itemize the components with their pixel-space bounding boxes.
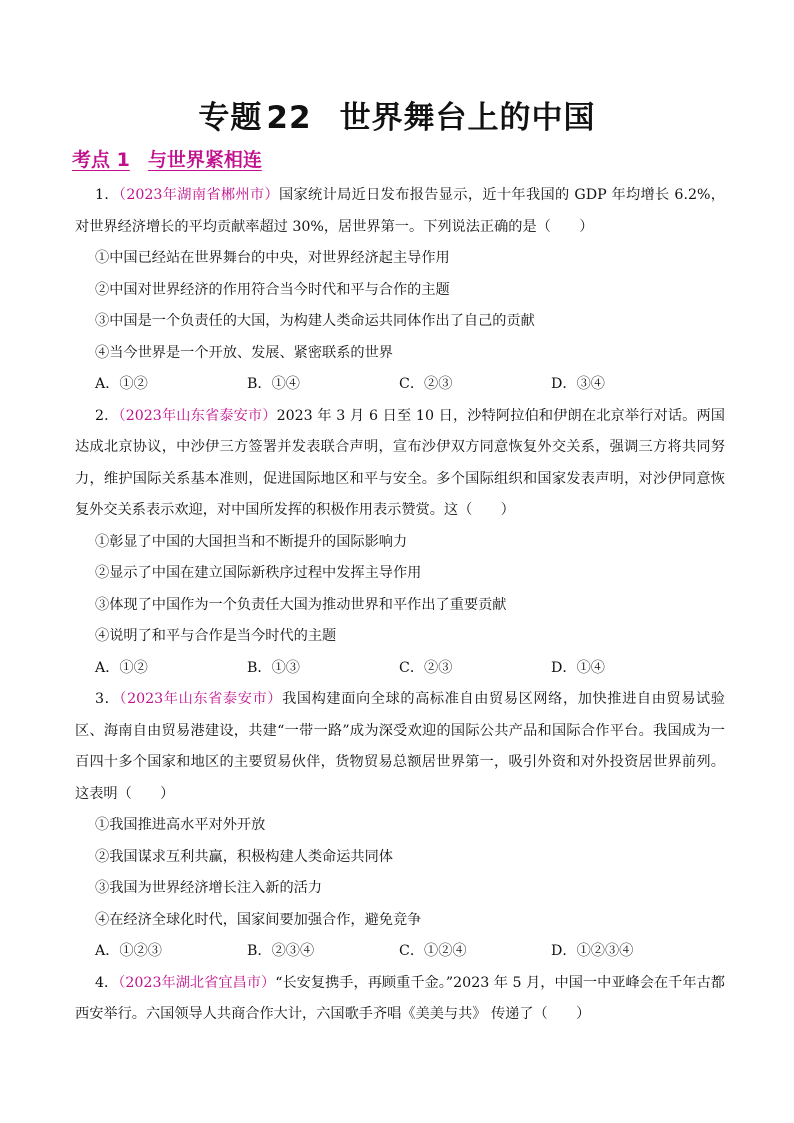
- answer-choice-b: B．①④: [247, 376, 300, 392]
- option-statement: ①中国已经站在世界舞台的中央，对世界经济起主导作用: [95, 250, 450, 266]
- question-text: “长安复携手，再顾重千金。”2023 年 5 月，中国一中亚峰会在千年古都西安举行。六国领导人共商合作大计，六国歌手齐唱《美美与共》 传递了（ ）: [75, 974, 725, 1022]
- option-statement: ③中国是一个负责任的大国，为构建人类命运共同体作出了自己的贡献: [95, 313, 535, 329]
- question-source: （2023年湖南省郴州市）: [118, 187, 279, 203]
- question-number: 4．: [95, 974, 119, 991]
- question-number: 3．: [95, 691, 120, 707]
- answer-choice-d: D．①②③④: [551, 943, 634, 959]
- question-source: （2023年湖北省宜昌市）: [118, 974, 276, 991]
- answer-choice-c: C．①②④: [399, 943, 467, 959]
- question-list: [75, 180, 725, 1031]
- option-statement: ②显示了中国在建立国际新秩序过程中发挥主导作用: [95, 565, 422, 581]
- answer-choice-b: B．②③④: [247, 943, 315, 959]
- question-number: 2．: [95, 407, 119, 424]
- question-stem: [75, 180, 725, 243]
- option-statement: ④当今世界是一个开放、发展、紧密联系的世界: [95, 344, 393, 361]
- answer-choice-a: A．①②: [95, 659, 148, 676]
- question-text: 2023 年 3 月 6 日至 10 日，沙特阿拉伯和伊朗在北京举行对话。两国达成北京协议，中沙伊三方签署并发表联合声明，宣布沙伊双方同意恢复外交关系，强调三方将共同努力，维护国际关系基本准则，促进国际地区和平与安全。多个国际组织和国家发表声明，对沙伊同意恢复外交关系表示欢迎，对中国所发挥的积极作用表示赞赏。这（ ）: [75, 407, 725, 518]
- option-statement: ②我国谋求互利共赢，积极构建人类命运共同体: [95, 848, 393, 865]
- question-stem: [75, 968, 725, 1031]
- page-title: [0, 92, 794, 137]
- question-stem: [75, 401, 725, 527]
- answer-choice-a: A．①②: [95, 376, 148, 392]
- title-number: 22: [266, 100, 312, 136]
- option-statement: ①我国推进高水平对外开放: [95, 817, 266, 833]
- option-statement: ③体现了中国作为一个负责任大国为推动世界和平作出了重要贡献: [95, 596, 507, 613]
- answer-choice-c: C．②③: [399, 659, 453, 676]
- question-2: [75, 401, 725, 685]
- option-statement: ④说明了和平与合作是当今时代的主题: [95, 628, 337, 644]
- answer-choice-b: B．①③: [247, 659, 300, 676]
- question-stem: [75, 684, 725, 810]
- answer-choice-d: D．③④: [551, 376, 605, 392]
- question-source: （2023年山东省泰安市）: [119, 691, 283, 707]
- answer-choices: [75, 369, 725, 401]
- option-statement: ③我国为世界经济增长注入新的活力: [95, 880, 323, 896]
- question-text: 国家统计局近日发布报告显示，近十年我国的 GDP 年均增长 6.2%，对世界经济增长的平均贡献率超过 30%，居世界第一。下列说法正确的是（ ）: [75, 187, 725, 235]
- answer-choice-a: A．①②③: [95, 943, 162, 959]
- option-statement: ④在经济全球化时代，国家间要加强合作，避免竞争: [95, 911, 422, 928]
- question-number: 1．: [95, 187, 119, 203]
- option-statement: ②中国对世界经济的作用符合当今时代和平与合作的主题: [95, 281, 450, 298]
- title-prefix: 专题: [198, 100, 263, 136]
- question-text: 我国构建面向全球的高标准自由贸易区网络，加快推进自由贸易试验区、海南自由贸易港建设，共建“一带一路”成为深受欢迎的国际公共产品和国际合作平台。我国成为一百四十多个国家和地区的主要贸易伙伴，货物贸易总额居世界第一，吸引外资和对外投资居世界前列。这表明（ ）: [75, 691, 725, 802]
- answer-choices: [75, 936, 725, 968]
- question-1: [75, 180, 725, 401]
- question-4: [75, 968, 725, 1031]
- answer-choice-c: C．②③: [399, 376, 453, 392]
- question-source: （2023年山东省泰安市）: [118, 407, 277, 424]
- question-3: [75, 684, 725, 968]
- title-text: 世界舞台上的中国: [339, 100, 596, 136]
- section-label: 考点 1: [72, 149, 130, 171]
- section-heading: [72, 145, 262, 172]
- answer-choices: [75, 653, 725, 685]
- section-text: 与世界紧相连: [147, 149, 262, 171]
- option-statement: ①彰显了中国的大国担当和不断提升的国际影响力: [95, 533, 408, 550]
- answer-choice-d: D．①④: [551, 659, 605, 676]
